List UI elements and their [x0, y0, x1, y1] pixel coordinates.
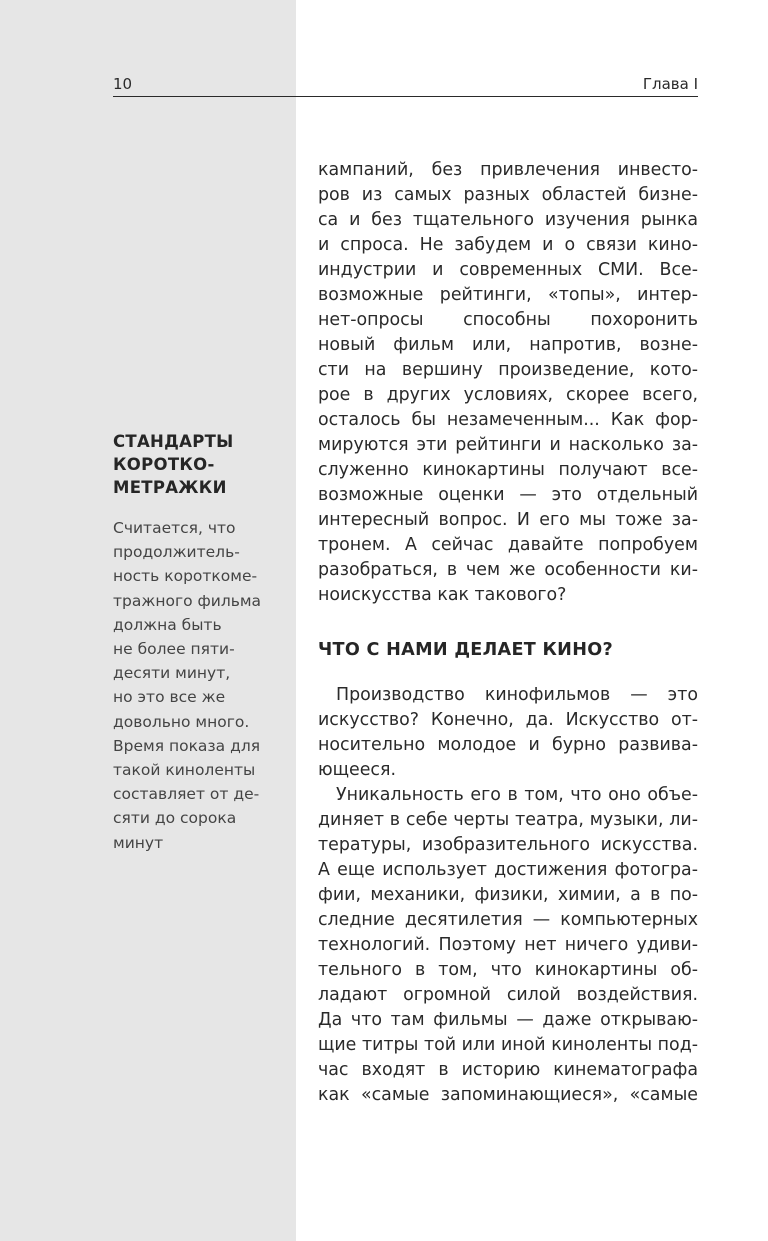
text-line: искусство? Конечно, да. Искусство от- [318, 710, 698, 730]
text-line: индустрии и современных СМИ. Все- [318, 260, 698, 280]
text-line: мируются эти рейтинги и насколько за- [318, 435, 698, 455]
text-line: технологий. Поэтому нет ничего удиви- [318, 935, 698, 955]
running-header [113, 74, 698, 97]
text-line: Да что там фильмы — даже открываю- [318, 1010, 698, 1030]
section-heading: ЧТО С НАМИ ДЕЛАЕТ КИНО? [318, 640, 613, 660]
text-line: как «самые запоминающиеся», «самые [318, 1085, 698, 1105]
text-line: ноискусства как такового? [318, 585, 567, 605]
text-line: новый фильм или, напротив, возне- [318, 335, 698, 355]
sidenote-title: СТАНДАРТЫ КОРОТКО- МЕТРАЖКИ [113, 432, 234, 497]
text-line: тературы, изобразительного искусства. [318, 835, 698, 855]
sidenote [113, 430, 288, 855]
text-line: возможные рейтинги, «топы», интер- [318, 285, 698, 305]
text-line: ров из самых разных областей бизне- [318, 185, 698, 205]
text-line: носительно молодое и бурно развива- [318, 735, 698, 755]
text-line: и спроса. Не забудем и о связи кино- [318, 235, 698, 255]
main-text-column [318, 158, 698, 1108]
text-line: щие титры той или иной киноленты под- [318, 1035, 698, 1055]
paragraph-uniqueness [318, 783, 698, 1108]
chapter-label: Глава I [642, 75, 698, 93]
text-line: возможные оценки — это отдельный [318, 485, 698, 505]
paragraph-continued [318, 158, 698, 608]
text-line: кампаний, без привлечения инвесто- [318, 160, 698, 180]
text-line: интересный вопрос. И его мы тоже за- [318, 510, 698, 530]
text-line: диняет в себе черты театра, музыки, ли- [318, 810, 698, 830]
text-line: фии, механики, физики, химии, а в по- [318, 885, 698, 905]
text-line: сти на вершину произведение, кото- [318, 360, 698, 380]
text-line: час входят в историю кинематографа [318, 1060, 698, 1080]
text-line: разобраться, в чем же особенности ки- [318, 560, 698, 580]
text-line: ладают огромной силой воздействия. [318, 985, 698, 1005]
text-line: са и без тщательного изучения рынка [318, 210, 698, 230]
sidenote-body: Считается, что продолжитель- ность короткоме- тражного фильма должна быть не более пяти- десяти минут, но это все же довольно много. Время показа для такой киноленты составляет от де- сяти до сорока минут [113, 519, 262, 852]
text-line: Уникальность его в том, что оно объе- [336, 785, 698, 805]
text-line: осталось бы незамеченным... Как фор- [318, 410, 698, 430]
text-line: А еще использует достижения фотогра- [318, 860, 698, 880]
text-line: служенно кинокартины получают все- [318, 460, 698, 480]
text-line: нет-опросы способны похоронить [318, 310, 698, 330]
text-line: тронем. А сейчас давайте попробуем [318, 535, 698, 555]
text-line: тельного в том, что кинокартины об- [318, 960, 698, 980]
text-line: следние десятилетия — компьютерных [318, 910, 698, 930]
text-line: ющееся. [318, 760, 396, 780]
page-number: 10 [113, 75, 133, 93]
text-line: рое в других условиях, скорее всего, [318, 385, 698, 405]
text-line: Производство кинофильмов — это [336, 685, 698, 705]
paragraph-production [318, 683, 698, 783]
